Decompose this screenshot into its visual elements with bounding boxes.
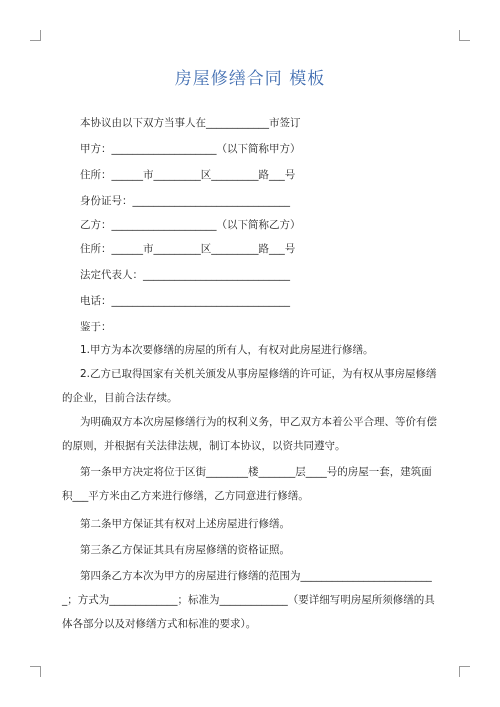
page-corner-mark-bottom-left	[30, 666, 41, 677]
clause-license: 2.乙方已取得国家有关机关颁发从事房屋修缮的许可证，为有权从事房屋修缮的企业，目前合法存续。	[62, 368, 437, 404]
clause-ownership: 1.甲方为本次要修缮的房屋的所有人，有权对此房屋进行修缮。	[80, 344, 374, 356]
article-three: 第三条乙方保证其具有房屋修缮的资格证照。	[80, 544, 290, 556]
party-b-line: 乙方：____________________（以下简称乙方）	[80, 219, 301, 231]
article-four: 第四条乙方本次为甲方的房屋进行修缮的范围为__________________________；方式为_____________；标准为_____________（要详细写明房屋所须修缮的具体各部分以及对修缮方式和标准的要求）。	[62, 570, 435, 630]
signing-place-line: 本协议由以下双方当事人在____________市签订	[80, 117, 301, 129]
whereas-heading: 鉴于：	[80, 321, 112, 333]
document-title: 房屋修缮合同 模板	[174, 69, 326, 89]
page-corner-mark-bottom-right	[459, 666, 470, 677]
id-number-line: 身份证号：______________________________	[80, 195, 290, 207]
page-corner-mark-top-left	[30, 30, 41, 41]
party-a-address-line: 住所：______市_________区_________路___号	[80, 169, 296, 181]
clause-purpose: 为明确双方本次房屋修缮行为的权利义务，甲乙双方本着公平合理、等价有偿的原则，并根据有关法律法规，制订本协议，以资共同遵守。	[62, 416, 437, 452]
phone-line: 电话：__________________________________	[80, 295, 290, 307]
article-two: 第二条甲方保证其有权对上述房屋进行修缮。	[80, 518, 290, 530]
article-one: 第一条甲方决定将位于区街________楼_______层____号的房屋一套，建筑面积___平方米由乙方来进行修缮，乙方同意进行修缮。	[62, 466, 432, 502]
legal-representative-line: 法定代表人：____________________________	[80, 269, 290, 281]
party-a-line: 甲方：____________________（以下简称甲方）	[80, 143, 301, 155]
party-b-address-line: 住所：______市_________区_________路___号	[80, 243, 296, 255]
page-corner-mark-top-right	[459, 30, 470, 41]
